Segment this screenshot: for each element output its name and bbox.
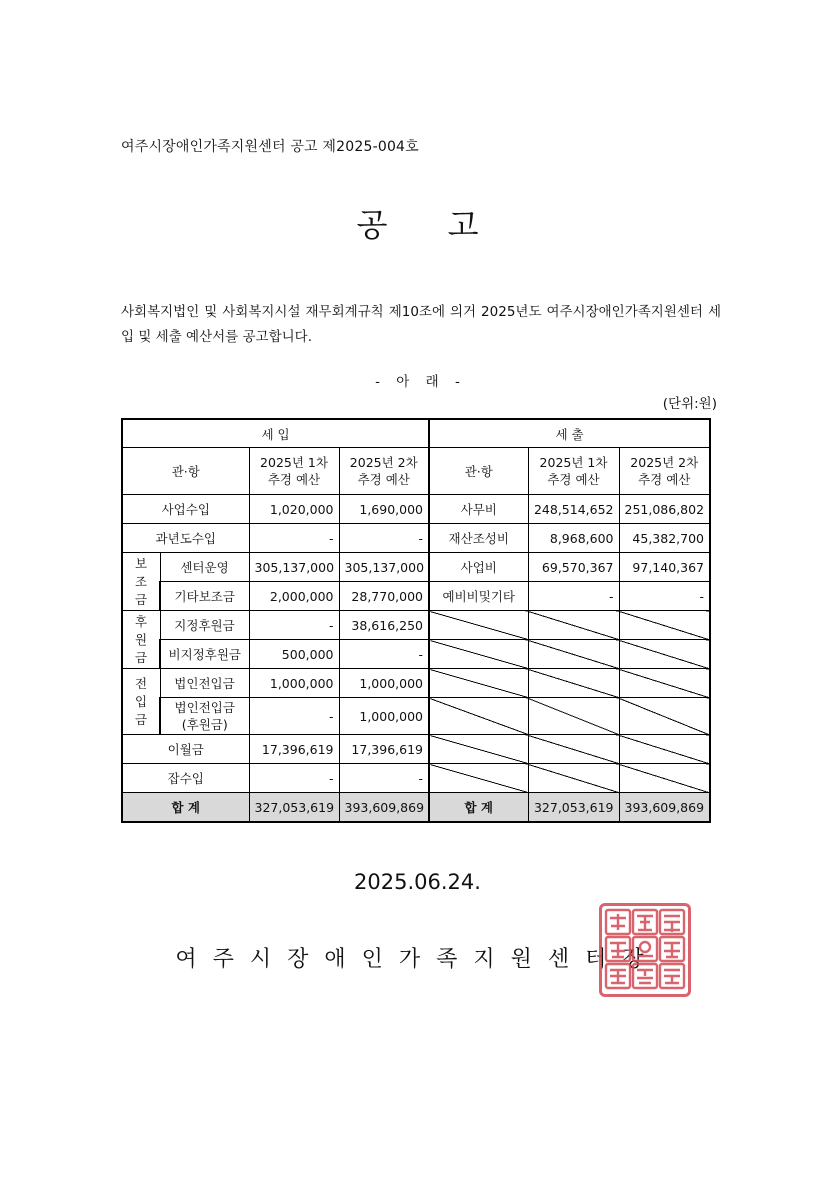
blank-cell — [619, 698, 710, 735]
blank-cell — [528, 640, 619, 669]
revenue-v2: - — [339, 524, 429, 553]
group-subsidy: 보 조 금 — [122, 553, 160, 611]
revenue-col-item: 관·항 — [122, 448, 249, 495]
expense-label: 재산조성비 — [429, 524, 528, 553]
notice-body: 사회복지법인 및 사회복지시설 재무회계규칙 제10조에 의거 2025년도 여주시장애인가족지원센터 세입 및 세출 예산서를 공고합니다. — [121, 304, 721, 345]
revenue-v1: 1,020,000 — [249, 495, 339, 524]
expense-v1: 248,514,652 — [528, 495, 619, 524]
revenue-v2: 38,616,250 — [339, 611, 429, 640]
expense-v2: 97,140,367 — [619, 553, 710, 582]
expense-total-v2: 393,609,869 — [619, 793, 710, 823]
group-donation: 후 원 금 — [122, 611, 160, 669]
revenue-v2: 1,000,000 — [339, 698, 429, 735]
revenue-v2: 305,137,000 — [339, 553, 429, 582]
blank-cell — [528, 611, 619, 640]
expense-label: 예비비및기타 — [429, 582, 528, 611]
below-heading: - 아 래 - — [375, 374, 460, 390]
budget-table — [121, 418, 711, 823]
revenue-v1: 17,396,619 — [249, 735, 339, 764]
revenue-total-v1: 327,053,619 — [249, 793, 339, 823]
revenue-col-first: 2025년 1차 추경 예산 — [249, 448, 339, 495]
expense-total-v1: 327,053,619 — [528, 793, 619, 823]
notice-number: 여주시장애인가족지원센터 공고 제2025-004호 — [121, 139, 419, 155]
expense-total-label: 합 계 — [429, 793, 528, 823]
revenue-label: 비지정후원금 — [160, 640, 249, 669]
expense-col-first: 2025년 1차 추경 예산 — [528, 448, 619, 495]
blank-cell — [429, 611, 528, 640]
revenue-label: 센터운영 — [160, 553, 249, 582]
expense-v2: 45,382,700 — [619, 524, 710, 553]
organization-name: 여주시장애인가족지원센터장 — [175, 947, 660, 972]
blank-cell — [528, 698, 619, 735]
expense-label: 사업비 — [429, 553, 528, 582]
expense-col-second: 2025년 2차 추경 예산 — [619, 448, 710, 495]
blank-cell — [429, 764, 528, 793]
revenue-v1: - — [249, 698, 339, 735]
expense-label: 사무비 — [429, 495, 528, 524]
group-transfer: 전 입 금 — [122, 669, 160, 735]
notice-date: 2025.06.24. — [354, 870, 481, 894]
revenue-label: 지정후원금 — [160, 611, 249, 640]
revenue-label: 잡수입 — [122, 764, 249, 793]
blank-cell — [619, 764, 710, 793]
blank-cell — [429, 640, 528, 669]
blank-cell — [619, 735, 710, 764]
revenue-v1: 500,000 — [249, 640, 339, 669]
blank-cell — [619, 669, 710, 698]
revenue-v2: 1,690,000 — [339, 495, 429, 524]
seal-icon — [602, 906, 688, 994]
expense-header: 세 출 — [429, 419, 710, 448]
blank-cell — [429, 669, 528, 698]
expense-col-item: 관·항 — [429, 448, 528, 495]
revenue-label: 이월금 — [122, 735, 249, 764]
revenue-header: 세 입 — [122, 419, 429, 448]
revenue-label: 사업수입 — [122, 495, 249, 524]
expense-v1: 69,570,367 — [528, 553, 619, 582]
revenue-v2: 1,000,000 — [339, 669, 429, 698]
blank-cell — [619, 640, 710, 669]
blank-cell — [528, 669, 619, 698]
page-title: 공 고 — [356, 206, 479, 244]
blank-cell — [619, 611, 710, 640]
revenue-total-label: 합 계 — [122, 793, 249, 823]
blank-cell — [429, 698, 528, 735]
revenue-label: 법인전입금 (후원금) — [160, 698, 249, 735]
expense-v1: 8,968,600 — [528, 524, 619, 553]
revenue-v2: 28,770,000 — [339, 582, 429, 611]
blank-cell — [429, 735, 528, 764]
revenue-col-second: 2025년 2차 추경 예산 — [339, 448, 429, 495]
revenue-label: 과년도수입 — [122, 524, 249, 553]
expense-v1: - — [528, 582, 619, 611]
revenue-label: 기타보조금 — [160, 582, 249, 611]
revenue-v2: 17,396,619 — [339, 735, 429, 764]
blank-cell — [528, 735, 619, 764]
expense-v2: 251,086,802 — [619, 495, 710, 524]
revenue-v1: 1,000,000 — [249, 669, 339, 698]
revenue-label: 법인전입금 — [160, 669, 249, 698]
revenue-v1: - — [249, 524, 339, 553]
unit-label: (단위:원) — [662, 396, 717, 412]
blank-cell — [528, 764, 619, 793]
revenue-v1: - — [249, 611, 339, 640]
revenue-v1: - — [249, 764, 339, 793]
revenue-v2: - — [339, 764, 429, 793]
revenue-v1: 2,000,000 — [249, 582, 339, 611]
revenue-v2: - — [339, 640, 429, 669]
revenue-total-v2: 393,609,869 — [339, 793, 429, 823]
expense-v2: - — [619, 582, 710, 611]
revenue-v1: 305,137,000 — [249, 553, 339, 582]
official-seal-icon — [599, 903, 691, 997]
